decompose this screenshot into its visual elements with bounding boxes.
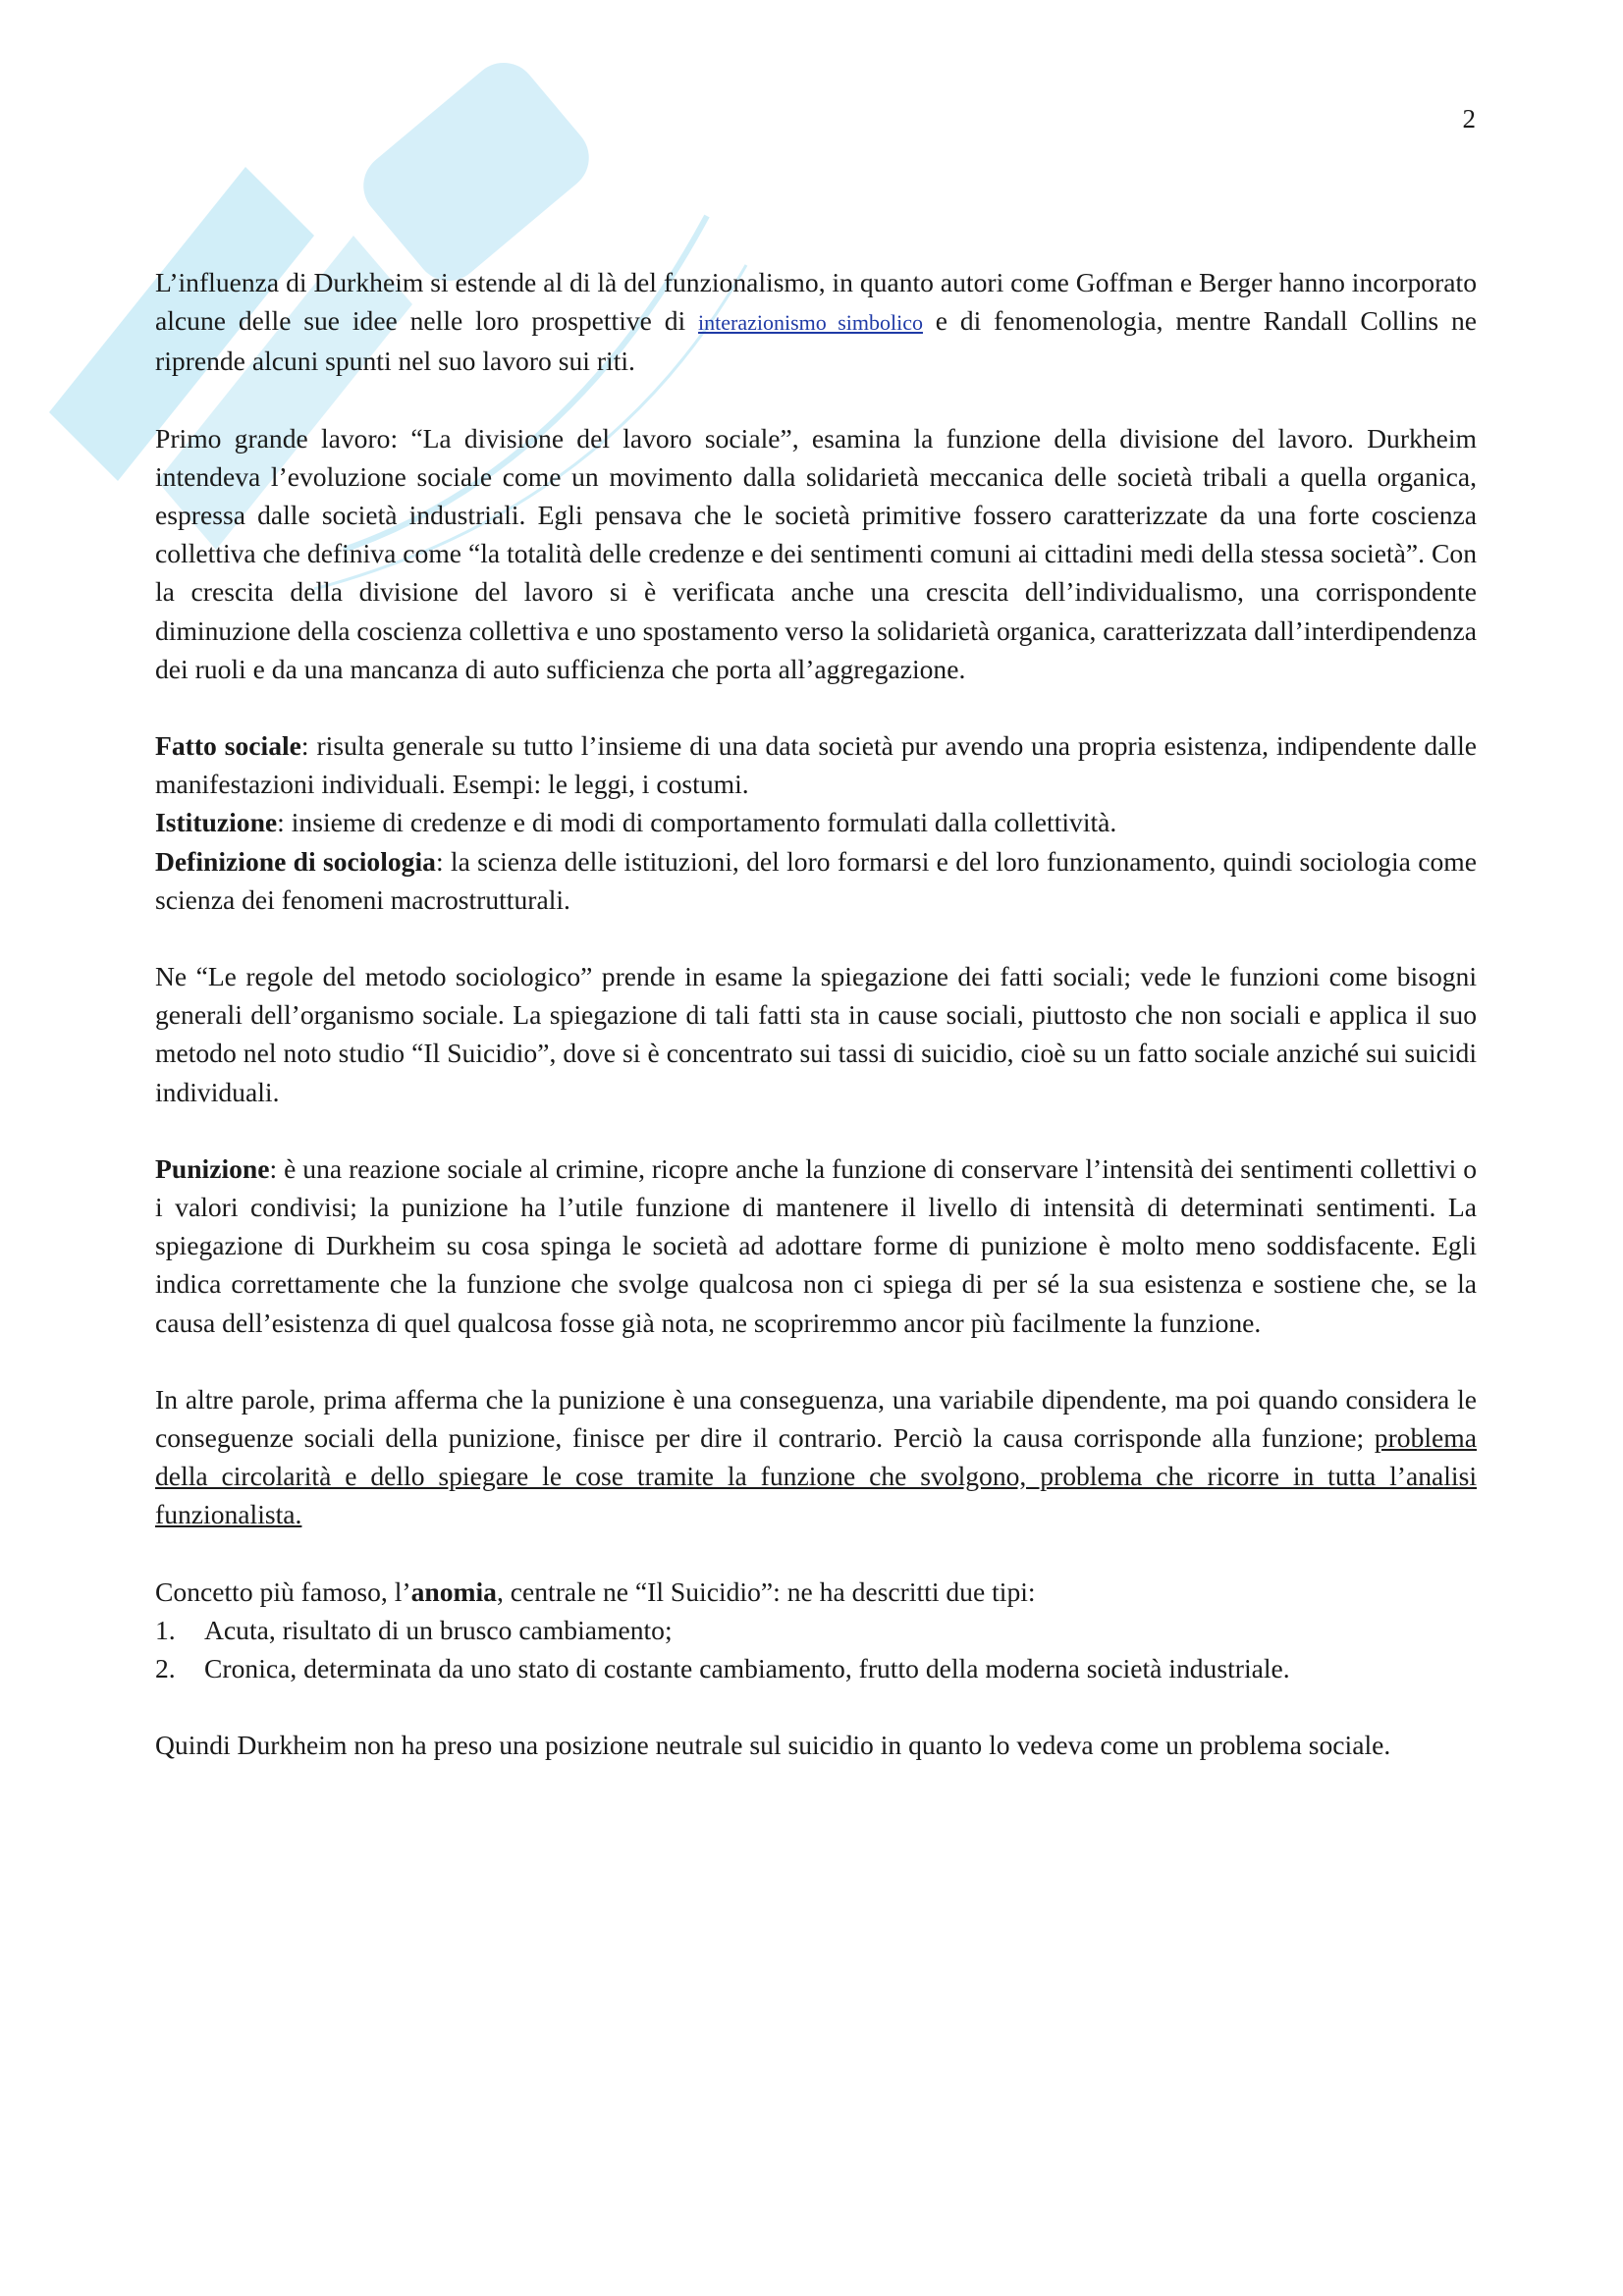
- paragraph-anomia: Concetto più famoso, l’anomia, centrale ne “Il Suicidio”: ne ha descritti due tipi:: [155, 1575, 1036, 1607]
- link-interazionismo-simbolico[interactable]: interazionismo simbolico: [698, 310, 923, 336]
- definition-fatto-sociale: Fatto sociale: risulta generale su tutto l’insieme di una data società pur avendo una propria esistenza, indipendente dalle manifestazioni individuali. Esempi: le leggi, i costumi.: [155, 730, 1477, 800]
- paragraph-punizione: Punizione: è una reazione sociale al crimine, ricopre anche la funzione di conservare l’intensità dei sentimenti collettivi o i valori condivisi; la punizione ha l’utile funzione di mantenere il livello di intensità di determinati sentimenti. La spiegazione di Durkheim su cosa spinga le società ad adottare forme di punizione è molto meno soddisfacente. Egli indica correttamente che la funzione che svolge qualcosa non ci spiega di per sé la sua esistenza e sostiene che, se la causa dell’esistenza di quel qualcosa fosse già nota, ne scopriremmo ancor più facilmente la funzione.: [155, 1152, 1477, 1338]
- document-body: [155, 263, 1477, 1803]
- paragraph-durkheim-influence: L’influenza di Durkheim si estende al di là del funzionalismo, in quanto autori come Goffman e Berger hanno incorporato alcune delle sue idee nelle loro prospettive di interazionismo simbolico e di fenomenologia, mentre Randall Collins ne riprende alcuni spunti nel suo lavoro sui riti.: [155, 267, 1477, 377]
- definition-sociologia: Definizione di sociologia: la scienza delle istituzioni, del loro formarsi e del loro funzionamento, quindi sociologia come scienza dei fenomeni macrostrutturali.: [155, 845, 1477, 915]
- paragraph-conclusione: Quindi Durkheim non ha preso una posizione neutrale sul suicidio in quanto lo vedeva come un problema sociale.: [155, 1730, 1391, 1761]
- list-item: 1. Acuta, risultato di un brusco cambiamento;: [155, 1614, 673, 1645]
- list-item: 2. Cronica, determinata da uno stato di costante cambiamento, frutto della moderna società industriale.: [155, 1653, 1290, 1684]
- page-number: 2: [1462, 104, 1476, 133]
- paragraph-circolarita: In altre parole, prima afferma che la punizione è una conseguenza, una variabile dipendente, ma poi quando considera le conseguenze sociali della punizione, finisce per dire il contrario. Perciò la causa corrisponde alla funzione; problema della circolarità e dello spiegare le cose tramite la funzione che svolgono, problema che ricorre in tutta l’analisi funzionalista.: [155, 1383, 1477, 1530]
- paragraph-regole-metodo: Ne “Le regole del metodo sociologico” prende in esame la spiegazione dei fatti sociali; vede le funzioni come bisogni generali dell’organismo sociale. La spiegazione di tali fatti sta in cause sociali, piuttosto che non sociali e applica il suo metodo nel noto studio “Il Suicidio”, dove si è concentrato sui tassi di suicidio, cioè su un fatto sociale anziché sui suicidi individuali.: [155, 961, 1477, 1107]
- term-punizione: Punizione: [155, 1152, 270, 1184]
- underlined-circolarita: problema della circolarità e dello spiegare le cose tramite la funzione che svolgono, problema che ricorre in tutta l’analisi funzionalista.: [155, 1422, 1477, 1530]
- anomia-types-list: [155, 1611, 1477, 1687]
- paragraph-divisione-lavoro: Primo grande lavoro: “La divisione del lavoro sociale”, esamina la funzione della divisione del lavoro. Durkheim intendeva l’evoluzione sociale come un movimento dalla solidarietà meccanica delle società tribali a quella organica, espressa dalle società industriali. Egli pensava che le società primitive fossero caratterizzate da una forte coscienza collettiva che definiva come “la totalità delle credenze e dei sentimenti comuni ai cittadini medi della stessa società”. Con la crescita della divisione del lavoro si è verificata anche una crescita dell’individualismo, una corrispondente diminuzione della coscienza collettiva e uno spostamento verso la solidarietà organica, caratterizzata dall’interdipendenza dei ruoli e da una mancanza di auto sufficienza che porta all’aggregazione.: [155, 422, 1477, 684]
- term-istituzione: Istituzione: [155, 807, 278, 838]
- term-definizione-sociologia: Definizione di sociologia: [155, 845, 436, 877]
- definition-istituzione: Istituzione: insieme di credenze e di modi di comportamento formulati dalla collettività.: [155, 807, 1117, 838]
- term-anomia: anomia: [410, 1575, 497, 1607]
- term-fatto-sociale: Fatto sociale: [155, 730, 301, 762]
